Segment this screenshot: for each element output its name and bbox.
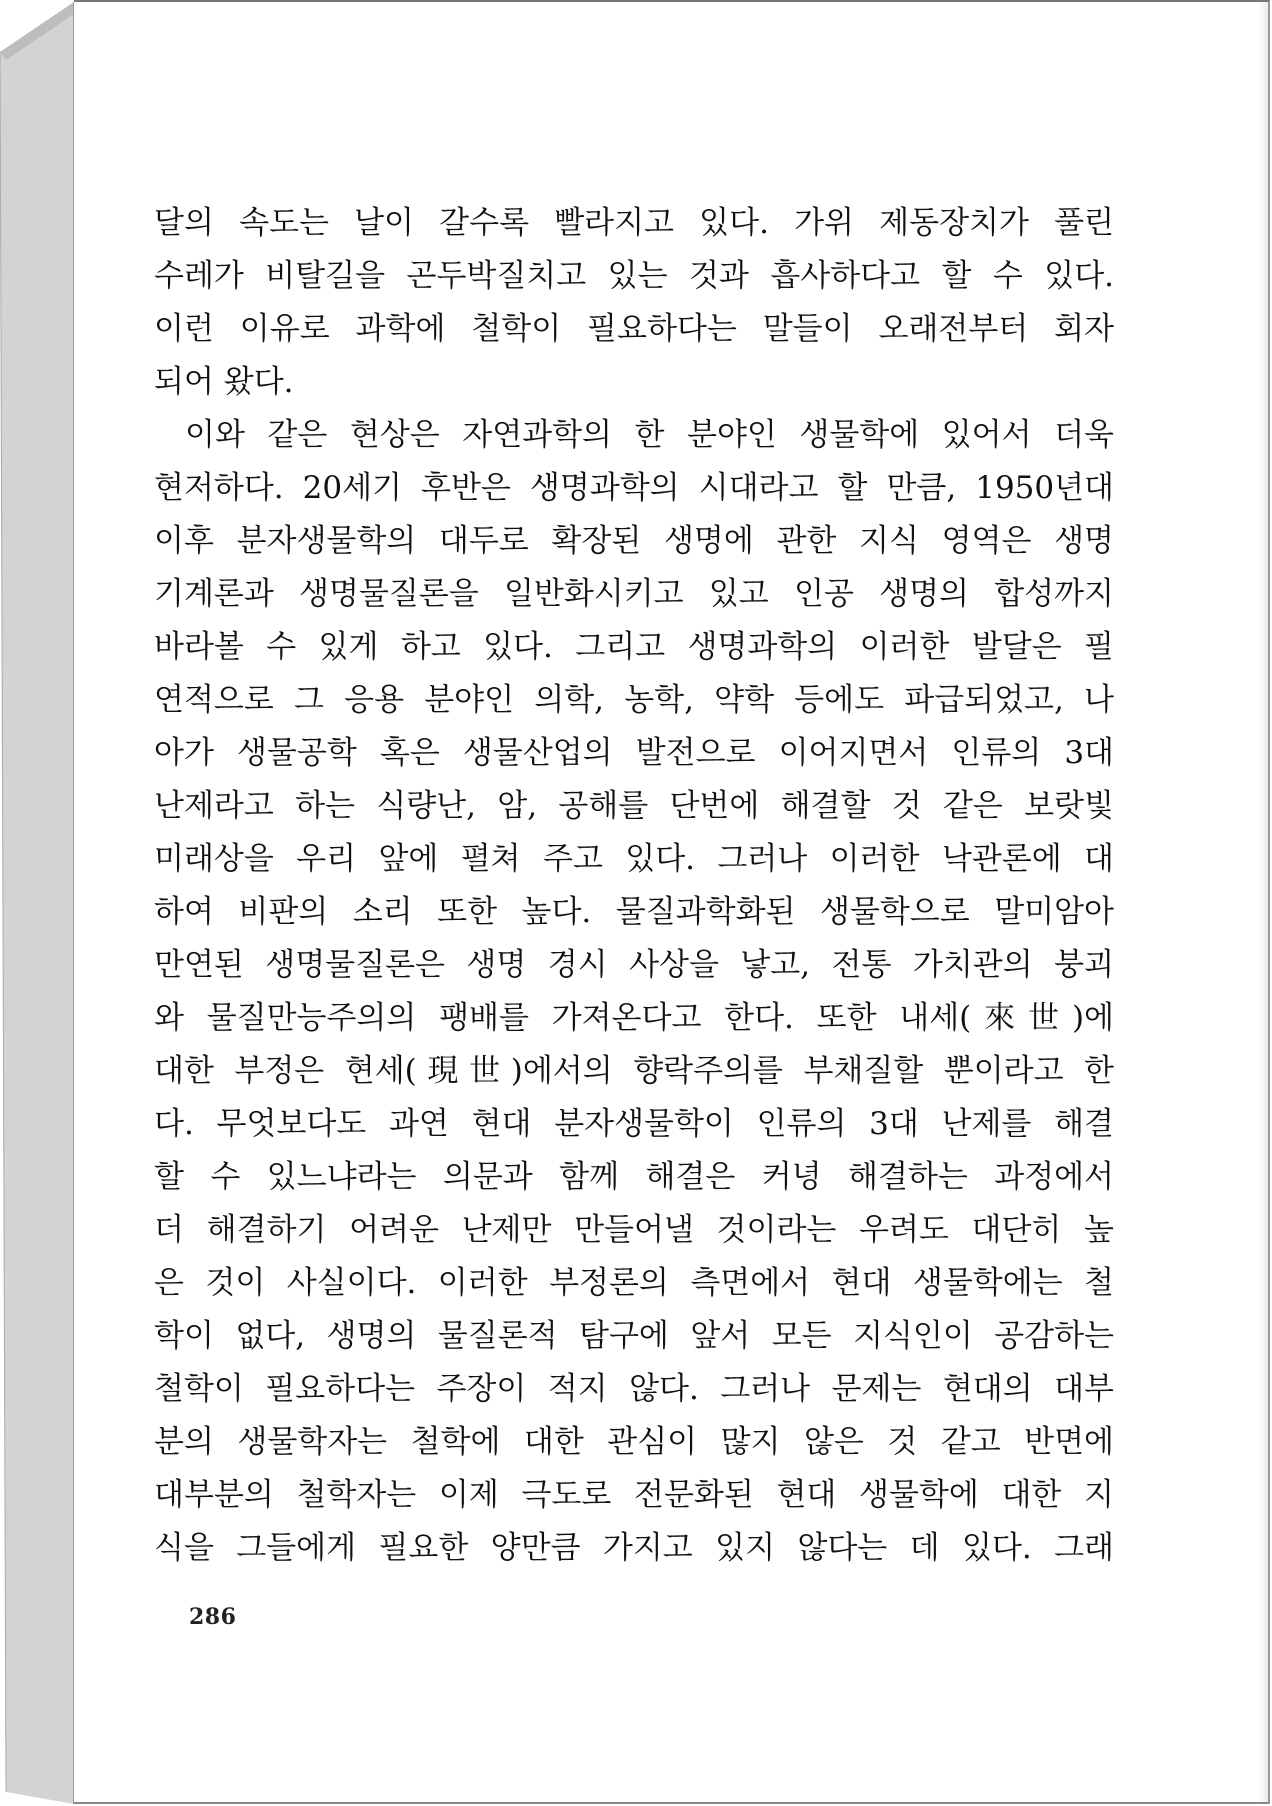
body-text [154,197,1114,1575]
text-line: 기계론과 생명물질론을 일반화시키고 있고 인공 생명의 합성까지 [154,576,1114,612]
text-line: 더 해결하기 어려운 난제만 만들어낼 것이라는 우려도 대단히 높 [154,1212,1114,1248]
text-line: 와 물질만능주의의 팽배를 가져온다고 한다. 또한 내세(來世)에 [154,1000,1114,1036]
book-edge [0,0,80,1806]
text-line: 식을 그들에게 필요한 양만큼 가지고 있지 않다는 데 있다. 그래 [154,1530,1114,1566]
text-line: 난제라고 하는 식량난, 암, 공해를 단번에 해결할 것 같은 보랏빛 [154,788,1114,824]
text-line: 만연된 생명물질론은 생명 경시 사상을 낳고, 전통 가치관의 붕괴 [154,947,1114,983]
text-line: 하여 비판의 소리 또한 높다. 물질과학화된 생물학으로 말미암아 [154,894,1114,930]
text-line: 대한 부정은 현세(現世)에서의 향락주의를 부채질할 뿐이라고 한 [154,1053,1114,1089]
text-line: 철학이 필요하다는 주장이 적지 않다. 그러나 문제는 현대의 대부 [154,1371,1114,1407]
text-line: 아가 생물공학 혹은 생물산업의 발전으로 이어지면서 인류의 3대 [154,735,1114,771]
page-number: 286 [189,1604,237,1630]
paragraph-start-line: 이와 같은 현상은 자연과학의 한 분야인 생물학에 있어서 더욱 [185,417,1114,453]
text-line: 바라볼 수 있게 하고 있다. 그리고 생명과학의 이러한 발달은 필 [154,629,1114,665]
text-line: 현저하다. 20세기 후반은 생명과학의 시대라고 할 만큼, 1950년대 [154,470,1114,506]
text-line: 대부분의 철학자는 이제 극도로 전문화된 현대 생물학에 대한 지 [154,1477,1114,1513]
text-line: 미래상을 우리 앞에 펼쳐 주고 있다. 그러나 이러한 낙관론에 대 [154,841,1114,877]
text-line: 수레가 비탈길을 곤두박질치고 있는 것과 흡사하다고 할 수 있다. [154,258,1114,294]
text-line: 할 수 있느냐라는 의문과 함께 해결은 커녕 해결하는 과정에서 [154,1159,1114,1195]
text-line: 이후 분자생물학의 대두로 확장된 생명에 관한 지식 영역은 생명 [154,523,1114,559]
text-line: 연적으로 그 응용 분야인 의학, 농학, 약학 등에도 파급되었고, 나 [154,682,1114,718]
page-edge-shadow [1258,2,1268,1802]
text-line: 되어 왔다. [154,364,294,400]
text-line: 은 것이 사실이다. 이러한 부정론의 측면에서 현대 생물학에는 철 [154,1265,1114,1301]
text-line: 달의 속도는 날이 갈수록 빨라지고 있다. 가위 제동장치가 풀린 [154,205,1114,241]
text-line: 학이 없다, 생명의 물질론적 탐구에 앞서 모든 지식인이 공감하는 [154,1318,1114,1354]
text-line: 분의 생물학자는 철학에 대한 관심이 많지 않은 것 같고 반면에 [154,1424,1114,1460]
text-line: 다. 무엇보다도 과연 현대 분자생물학이 인류의 3대 난제를 해결 [154,1106,1114,1142]
text-line: 이런 이유로 과학에 철학이 필요하다는 말들이 오래전부터 회자 [154,311,1114,347]
